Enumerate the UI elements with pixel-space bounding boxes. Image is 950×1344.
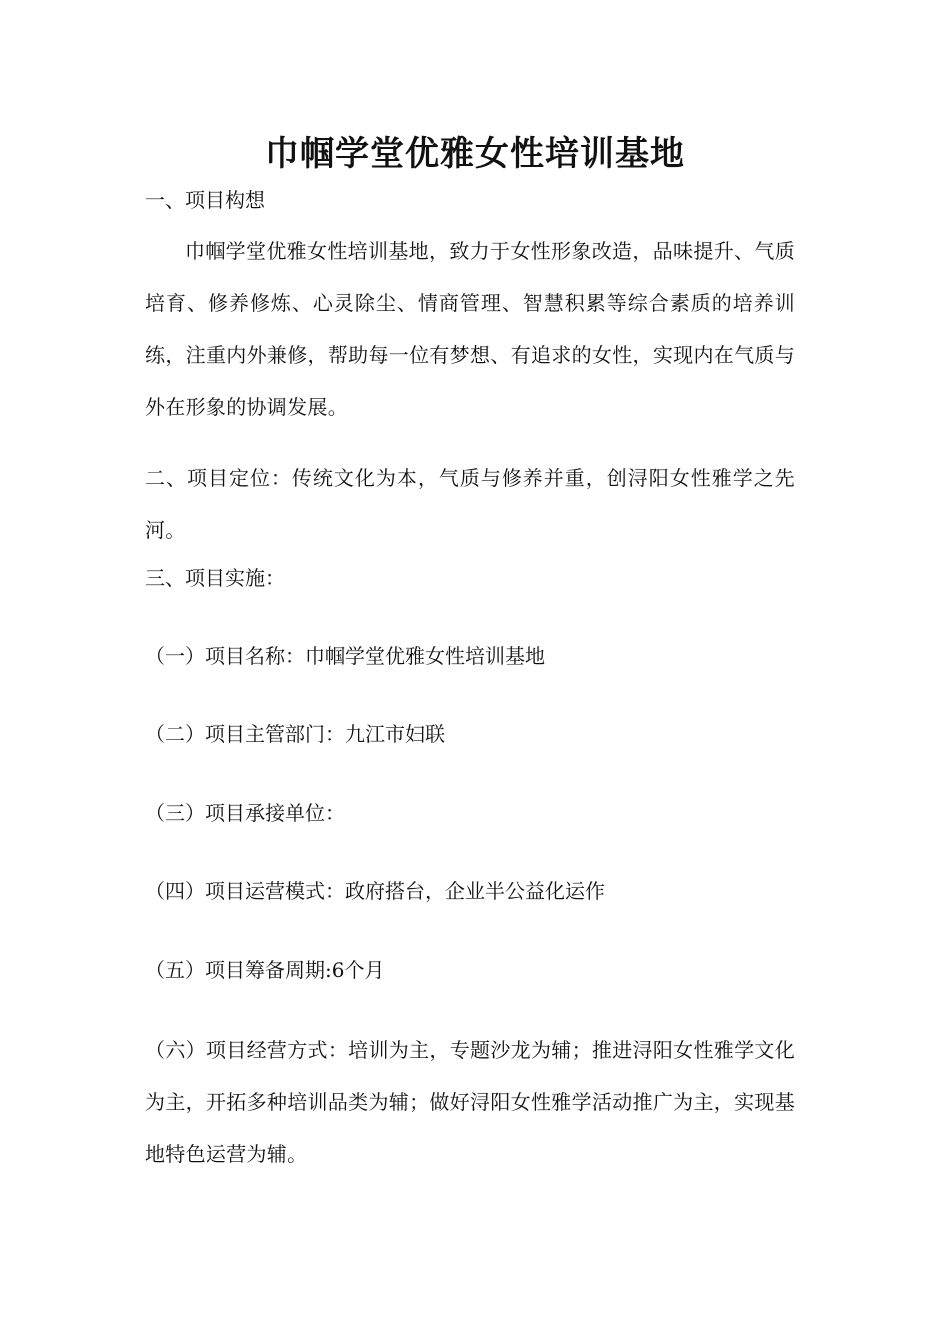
item-operating-model: （四）项目运营模式：政府搭台，企业半公益化运作 <box>145 879 605 903</box>
item-undertaking-unit: （三）项目承接单位： <box>145 801 345 825</box>
section-1-heading: 一、项目构想 <box>145 188 265 212</box>
section-3-heading: 三、项目实施： <box>145 566 285 590</box>
document-title: 巾帼学堂优雅女性培训基地 <box>265 134 685 174</box>
section-1-body: 巾帼学堂优雅女性培训基地，致力于女性形象改造，品味提升、气质培育、修养修炼、心灵除尘、情商管理、智慧积累等综合素质的培养训练，注重内外兼修，帮助每一位有梦想、有追求的女性，实现内在气质与外在形象的协调发展。 <box>145 239 795 419</box>
item-project-name: （一）项目名称：巾帼学堂优雅女性培训基地 <box>145 644 545 668</box>
section-2-positioning: 二、项目定位：传统文化为本，气质与修养并重，创浔阳女性雅学之先河。 <box>145 466 795 542</box>
item-supervising-department: （二）项目主管部门：九江市妇联 <box>145 722 445 746</box>
item-business-method: （六）项目经营方式：培训为主，专题沙龙为辅；推进浔阳女性雅学文化为主，开拓多种培训品类为辅；做好浔阳女性雅学活动推广为主，实现基地特色运营为辅。 <box>145 1038 795 1166</box>
item-preparation-period: （五）项目筹备周期:6个月 <box>145 958 385 982</box>
